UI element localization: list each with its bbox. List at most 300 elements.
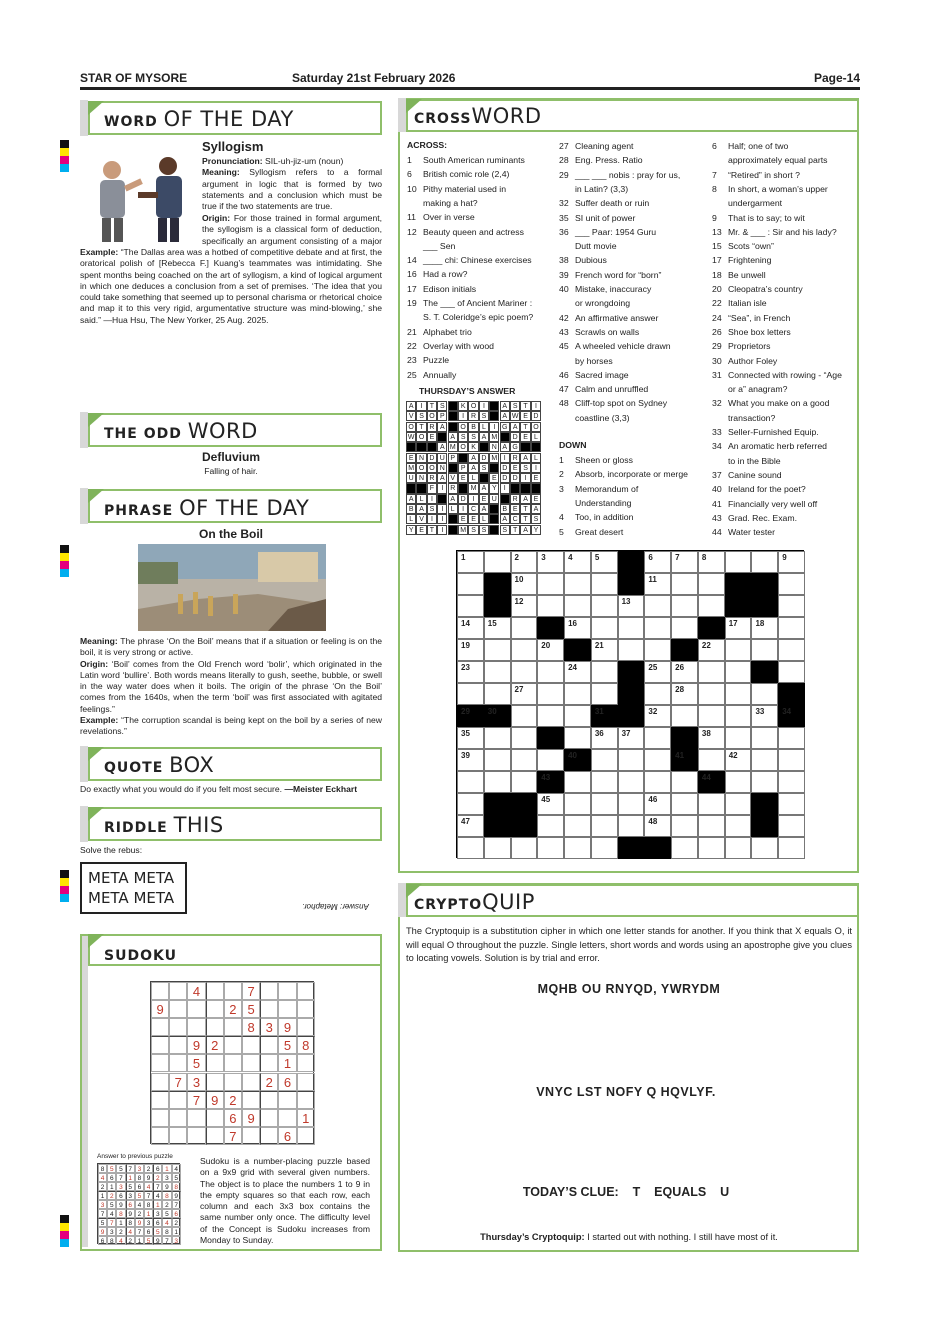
crossword-cell[interactable] — [457, 727, 484, 749]
crossword-cell[interactable] — [484, 683, 511, 705]
crossword-cell[interactable] — [671, 595, 698, 617]
crossword-cell[interactable] — [537, 573, 564, 595]
crossword-cell[interactable] — [644, 595, 671, 617]
answer-cell: T — [427, 525, 437, 535]
crossword-cell[interactable] — [484, 837, 511, 859]
prev-sudoku-cell: 3 — [98, 1200, 107, 1209]
sudoku-cell[interactable] — [242, 1054, 260, 1072]
crossword-cell[interactable] — [644, 771, 671, 793]
crossword-cell[interactable] — [725, 793, 752, 815]
clue — [712, 225, 837, 239]
answer-cell: W — [511, 413, 519, 421]
prev-sudoku-cell: 5 — [144, 1236, 153, 1245]
sudoku-cell[interactable] — [169, 1000, 187, 1018]
crossword-cell[interactable] — [591, 639, 618, 661]
crossword-cell[interactable] — [537, 815, 564, 837]
crossword-cell[interactable] — [564, 771, 591, 793]
sudoku-cell[interactable] — [187, 1127, 205, 1145]
crossword-cell[interactable] — [511, 749, 538, 771]
clue-number: 44 — [712, 527, 722, 538]
quote-text — [80, 784, 382, 795]
crossword-cell[interactable] — [484, 771, 511, 793]
crossword-cell[interactable] — [457, 749, 484, 771]
crossword-cell[interactable] — [644, 551, 671, 573]
crossword-cell[interactable] — [644, 617, 671, 639]
answer-cell: I — [458, 504, 468, 514]
crossword-cell[interactable] — [564, 727, 591, 749]
sudoku-cell[interactable] — [297, 1127, 315, 1145]
sudoku-cell[interactable] — [278, 1109, 296, 1127]
crossword-cell[interactable] — [511, 683, 538, 705]
sudoku-cell[interactable] — [224, 1036, 242, 1054]
sudoku-cell[interactable] — [260, 1054, 278, 1072]
crossword-cell[interactable] — [778, 661, 805, 683]
crossword-cell[interactable] — [618, 727, 645, 749]
sudoku-cell: 7 — [224, 1127, 242, 1145]
answer-cell: S — [531, 514, 541, 524]
crossword-cell[interactable] — [698, 793, 725, 815]
crossword-cell[interactable] — [725, 705, 752, 727]
crossword-cell[interactable] — [698, 749, 725, 771]
crossword-cell[interactable] — [537, 749, 564, 771]
wotd-word: Syllogism — [202, 139, 264, 154]
crossword-cell[interactable] — [564, 683, 591, 705]
crossword-cell[interactable] — [671, 705, 698, 727]
crossword-cell[interactable] — [591, 661, 618, 683]
prev-sudoku-cell: 9 — [98, 1227, 107, 1236]
sudoku-cell[interactable] — [151, 1073, 169, 1091]
sudoku-cell[interactable] — [169, 1091, 187, 1109]
crossword-cell[interactable] — [725, 683, 752, 705]
clue — [407, 282, 476, 296]
crossword-cell[interactable] — [698, 595, 725, 617]
crossword-cell[interactable] — [644, 639, 671, 661]
sudoku-cell[interactable] — [224, 982, 242, 1000]
crossword-cell[interactable] — [484, 661, 511, 683]
crossword-cell[interactable] — [671, 661, 698, 683]
sudoku-cell[interactable] — [151, 1018, 169, 1036]
clue — [712, 339, 771, 353]
sudoku-cell[interactable] — [224, 1054, 242, 1072]
answer-cell — [489, 514, 499, 524]
crossword-cell[interactable] — [537, 595, 564, 617]
crossword-cell[interactable] — [591, 793, 618, 815]
crossword-cell[interactable] — [644, 573, 671, 595]
clue — [407, 267, 467, 281]
crossword-cell[interactable] — [591, 771, 618, 793]
clue-text: Alphabet trio — [423, 326, 472, 337]
crossword-block — [537, 727, 564, 749]
answer-cell — [458, 453, 468, 463]
cw-title-big: WORD — [471, 104, 542, 128]
sudoku-cell[interactable] — [242, 1073, 260, 1091]
crossword-cell[interactable] — [537, 639, 564, 661]
crossword-cell[interactable] — [698, 705, 725, 727]
answer-cell: N — [437, 463, 447, 473]
crossword-cell[interactable] — [644, 661, 671, 683]
sudoku-cell[interactable] — [169, 1036, 187, 1054]
crossword-cell[interactable] — [457, 617, 484, 639]
sudoku-cell[interactable] — [260, 1036, 278, 1054]
sudoku-cell[interactable] — [278, 1000, 296, 1018]
clue — [559, 211, 635, 225]
answer-cell: K — [458, 401, 468, 411]
crossword-cell[interactable] — [618, 815, 645, 837]
crossword-cell[interactable] — [698, 573, 725, 595]
corner-flag-icon — [88, 807, 104, 821]
odd-title-box — [88, 413, 382, 447]
prev-sudoku-cell: 3 — [153, 1209, 162, 1218]
crossword-cell[interactable] — [484, 639, 511, 661]
crossword-cell[interactable] — [725, 727, 752, 749]
answer-cell: B — [468, 422, 478, 432]
crossword-cell[interactable] — [725, 661, 752, 683]
crossword-cell[interactable] — [511, 595, 538, 617]
crossword-cell[interactable] — [564, 595, 591, 617]
crossword-cell[interactable] — [618, 771, 645, 793]
sudoku-cell[interactable] — [206, 1127, 224, 1145]
crossword-cell[interactable] — [671, 771, 698, 793]
crossword-cell[interactable] — [644, 727, 671, 749]
clue-number: 14 — [407, 255, 417, 266]
crossword-cell[interactable] — [591, 683, 618, 705]
crossword-cell[interactable] — [457, 551, 484, 573]
crossword-cell[interactable] — [644, 705, 671, 727]
sudoku-cell[interactable] — [206, 1073, 224, 1091]
crossword-cell[interactable] — [457, 683, 484, 705]
crossword-block — [778, 683, 805, 705]
answer-cell: F — [427, 483, 437, 493]
answer-cell: Y — [489, 483, 499, 493]
sudoku-cell[interactable] — [151, 982, 169, 1000]
crossword-cell[interactable] — [778, 617, 805, 639]
crossword-cell[interactable] — [698, 639, 725, 661]
crossword-cell[interactable] — [671, 573, 698, 595]
answer-cell: A — [448, 432, 458, 442]
crossword-cell[interactable] — [751, 639, 778, 661]
sudoku-grid[interactable] — [150, 981, 314, 1144]
crossword-cell[interactable] — [671, 793, 698, 815]
crossword-cell[interactable] — [591, 727, 618, 749]
prev-sudoku-cell: 6 — [135, 1182, 144, 1191]
answer-cell: I — [427, 514, 437, 524]
cell-number: 35 — [461, 729, 470, 738]
crossword-cell[interactable] — [644, 793, 671, 815]
crossword-cell[interactable] — [778, 815, 805, 837]
clue-number: 3 — [559, 483, 564, 494]
answer-cell: R — [427, 422, 437, 432]
answer-cell: N — [489, 442, 499, 452]
clue — [712, 454, 781, 468]
crossword-cell[interactable] — [751, 705, 778, 727]
answer-cell: R — [468, 411, 478, 421]
sudoku-cell[interactable] — [297, 982, 315, 1000]
answer-cell: L — [468, 473, 478, 483]
crossword-cell[interactable] — [537, 661, 564, 683]
crossword-cell[interactable] — [778, 595, 805, 617]
page-number: Page-14 — [813, 71, 860, 85]
sudoku-cell[interactable] — [151, 1054, 169, 1072]
prev-sudoku-cell: 4 — [153, 1191, 162, 1200]
crossword-cell[interactable] — [591, 595, 618, 617]
crossword-cell[interactable] — [751, 683, 778, 705]
crossword-cell[interactable] — [511, 573, 538, 595]
clue-number: 43 — [712, 512, 722, 523]
section-bar — [80, 488, 88, 524]
crossword-cell[interactable] — [778, 749, 805, 771]
crossword-cell[interactable] — [484, 617, 511, 639]
crossword-cell[interactable] — [725, 639, 752, 661]
sudoku-title-box — [88, 934, 382, 966]
crossword-cell[interactable] — [644, 683, 671, 705]
crossword-cell[interactable] — [511, 771, 538, 793]
sudoku-cell: 8 — [242, 1018, 260, 1036]
sudoku-cell[interactable] — [187, 1000, 205, 1018]
crossword-cell[interactable] — [457, 661, 484, 683]
sudoku-cell[interactable] — [206, 1054, 224, 1072]
sudoku-cell[interactable] — [224, 1018, 242, 1036]
answer-cell: T — [416, 422, 426, 432]
registration-marks — [60, 1215, 69, 1247]
crossword-cell[interactable] — [484, 551, 511, 573]
clue-number: 35 — [559, 212, 569, 223]
sudoku-cell[interactable] — [169, 982, 187, 1000]
crossword-cell[interactable] — [725, 617, 752, 639]
crossword-title-box — [406, 99, 859, 132]
answer-cell: O — [468, 401, 478, 411]
clue — [559, 339, 671, 353]
crossword-cell[interactable] — [564, 837, 591, 859]
crossword-cell[interactable] — [698, 815, 725, 837]
sudoku-cell[interactable] — [242, 1036, 260, 1054]
crossword-cell[interactable] — [778, 793, 805, 815]
clue-text: Be unwell — [728, 269, 766, 280]
cell-number: 17 — [728, 619, 738, 628]
crossword-cell[interactable] — [511, 727, 538, 749]
crossword-cell[interactable] — [564, 793, 591, 815]
sudoku-cell[interactable] — [297, 1000, 315, 1018]
across-label: ACROSS: — [407, 140, 448, 150]
crossword-cell[interactable] — [564, 551, 591, 573]
sudoku-cell[interactable] — [224, 1073, 242, 1091]
prev-sudoku-cell: 8 — [162, 1191, 171, 1200]
crossword-cell[interactable] — [564, 573, 591, 595]
crossword-cell[interactable] — [564, 705, 591, 727]
crossword-cell[interactable] — [778, 727, 805, 749]
sudoku-cell[interactable] — [151, 1109, 169, 1127]
cell-number: 9 — [782, 553, 787, 562]
crossword-cell[interactable] — [751, 551, 778, 573]
crossword-cell[interactable] — [457, 639, 484, 661]
answer-cell: A — [416, 504, 426, 514]
sudoku-cell[interactable] — [297, 1073, 315, 1091]
answer-cell: I — [500, 483, 510, 493]
sudoku-cell[interactable] — [169, 1018, 187, 1036]
crossword-cell[interactable] — [751, 749, 778, 771]
answer-cell: D — [510, 473, 520, 483]
registration-marks — [60, 140, 69, 172]
clue-text: In short, a woman’s upper — [728, 183, 828, 194]
sudoku-cell[interactable] — [260, 1109, 278, 1127]
crossword-cell[interactable] — [698, 837, 725, 859]
crossword-cell[interactable] — [751, 727, 778, 749]
cell-number: 44 — [701, 773, 711, 782]
crossword-cell[interactable] — [537, 683, 564, 705]
crossword-cell[interactable] — [457, 595, 484, 617]
clue-text: Mistake, inaccuracy — [575, 284, 652, 294]
clue-text: ___ Sen — [423, 240, 456, 251]
crossword-cell[interactable] — [751, 771, 778, 793]
crossword-cell[interactable] — [751, 837, 778, 859]
clue — [559, 482, 638, 496]
answer-cell — [489, 401, 499, 411]
cell-number: 37 — [621, 729, 631, 738]
crossword-cell[interactable] — [537, 551, 564, 573]
crossword-cell[interactable] — [591, 749, 618, 771]
crossword-cell[interactable] — [564, 815, 591, 837]
crossword-cell[interactable] — [725, 771, 752, 793]
clue-text: Edison initials — [423, 283, 477, 294]
crossword-cell[interactable] — [725, 815, 752, 837]
prev-sudoku-cell: 7 — [135, 1227, 144, 1236]
sudoku-cell[interactable] — [206, 1109, 224, 1127]
crossword-cell[interactable] — [591, 551, 618, 573]
crossword-cell[interactable] — [751, 617, 778, 639]
sudoku-cell[interactable] — [260, 982, 278, 1000]
crossword-cell[interactable] — [725, 551, 752, 573]
answer-cell: E — [489, 473, 499, 483]
crossword-cell[interactable] — [698, 683, 725, 705]
sudoku-cell[interactable] — [206, 1018, 224, 1036]
crossword-cell[interactable] — [778, 639, 805, 661]
crossword-cell[interactable] — [564, 617, 591, 639]
crossword-cell[interactable] — [698, 661, 725, 683]
section-bar — [398, 98, 406, 132]
crossword-cell[interactable] — [457, 815, 484, 837]
crossword-cell[interactable] — [591, 837, 618, 859]
sudoku-cell[interactable] — [278, 982, 296, 1000]
crossword-cell[interactable] — [511, 705, 538, 727]
crossword-cell[interactable] — [644, 815, 671, 837]
crossword-cell[interactable] — [457, 573, 484, 595]
sudoku-cell[interactable] — [187, 1018, 205, 1036]
crossword-cell[interactable] — [511, 551, 538, 573]
crossword-cell[interactable] — [537, 705, 564, 727]
sudoku-cell[interactable] — [260, 1127, 278, 1145]
crossword-cell[interactable] — [511, 837, 538, 859]
clue-text: French word for “born” — [575, 269, 662, 280]
crossword-cell[interactable] — [564, 661, 591, 683]
origin-label: Origin: — [202, 213, 231, 223]
crossword-cell[interactable] — [618, 595, 645, 617]
crossword-cell[interactable] — [618, 639, 645, 661]
sudoku-cell[interactable] — [260, 1091, 278, 1109]
sudoku-cell[interactable] — [278, 1091, 296, 1109]
crossword-cell[interactable] — [537, 837, 564, 859]
crossword-cell[interactable] — [671, 551, 698, 573]
crossword-cell[interactable] — [698, 727, 725, 749]
answer-cell — [531, 442, 541, 452]
crossword-cell[interactable] — [537, 793, 564, 815]
crossword-cell[interactable] — [725, 749, 752, 771]
thursday-cq-label: Thursday’s Cryptoquip: — [480, 1232, 585, 1242]
crossword-cell[interactable] — [618, 617, 645, 639]
sudoku-cell[interactable] — [169, 1127, 187, 1145]
answer-cell: R — [510, 453, 520, 463]
crossword-cell[interactable] — [457, 771, 484, 793]
sudoku-cell[interactable] — [169, 1054, 187, 1072]
clue — [407, 368, 456, 382]
sudoku-cell: 5 — [187, 1054, 205, 1072]
crossword-cell[interactable] — [671, 617, 698, 639]
crossword-cell[interactable] — [778, 573, 805, 595]
section-bar — [80, 806, 88, 842]
crossword-cell[interactable] — [484, 749, 511, 771]
answer-cell: A — [468, 453, 478, 463]
crossword-cell[interactable] — [591, 815, 618, 837]
crossword-cell[interactable] — [457, 837, 484, 859]
prev-sudoku-cell: 8 — [98, 1164, 107, 1173]
crossword-grid[interactable] — [456, 550, 804, 858]
corner-flag-icon — [88, 934, 104, 948]
answer-cell: Y — [531, 525, 541, 535]
sudoku-cell[interactable] — [297, 1054, 315, 1072]
sudoku-cell[interactable] — [151, 1036, 169, 1054]
sudoku-cell[interactable] — [206, 982, 224, 1000]
crossword-cell[interactable] — [511, 617, 538, 639]
sudoku-cell[interactable] — [151, 1091, 169, 1109]
crossword-cell[interactable] — [511, 661, 538, 683]
sudoku-cell[interactable] — [297, 1091, 315, 1109]
answer-cell: I — [468, 494, 478, 504]
crossword-cell[interactable] — [511, 639, 538, 661]
sudoku-cell[interactable] — [242, 1127, 260, 1145]
crossword-cell[interactable] — [591, 573, 618, 595]
crossword-cell[interactable] — [671, 683, 698, 705]
clue-number: 42 — [559, 312, 569, 323]
crossword-cell[interactable] — [778, 551, 805, 573]
crossword-cell[interactable] — [591, 617, 618, 639]
crossword-cell[interactable] — [618, 749, 645, 771]
section-bar — [398, 883, 406, 917]
clue-text: What you make on a good — [728, 398, 830, 409]
sudoku-cell[interactable] — [260, 1000, 278, 1018]
clue-text: Cleaning agent — [575, 141, 634, 151]
crossword-cell[interactable] — [778, 837, 805, 859]
crossword-cell[interactable] — [618, 793, 645, 815]
crossword-cell[interactable] — [778, 771, 805, 793]
wotd-body-top — [202, 156, 382, 212]
crossword-cell[interactable] — [644, 749, 671, 771]
crossword-cell[interactable] — [484, 727, 511, 749]
clue — [559, 296, 630, 310]
sudoku-cell[interactable] — [151, 1127, 169, 1145]
crossword-cell[interactable] — [671, 815, 698, 837]
crossword-cell[interactable] — [725, 837, 752, 859]
crossword-cell[interactable] — [457, 793, 484, 815]
answer-cell: D — [500, 473, 510, 483]
answer-cell: G — [510, 442, 520, 452]
sudoku-cell[interactable] — [206, 1000, 224, 1018]
answer-cell: S — [416, 411, 426, 421]
crossword-cell[interactable] — [671, 837, 698, 859]
sudoku-cell[interactable] — [242, 1091, 260, 1109]
sudoku-cell[interactable] — [297, 1018, 315, 1036]
clue-number: 10 — [407, 183, 417, 194]
sudoku-cell[interactable] — [169, 1109, 187, 1127]
crossword-cell[interactable] — [698, 551, 725, 573]
sudoku-cell[interactable] — [187, 1109, 205, 1127]
